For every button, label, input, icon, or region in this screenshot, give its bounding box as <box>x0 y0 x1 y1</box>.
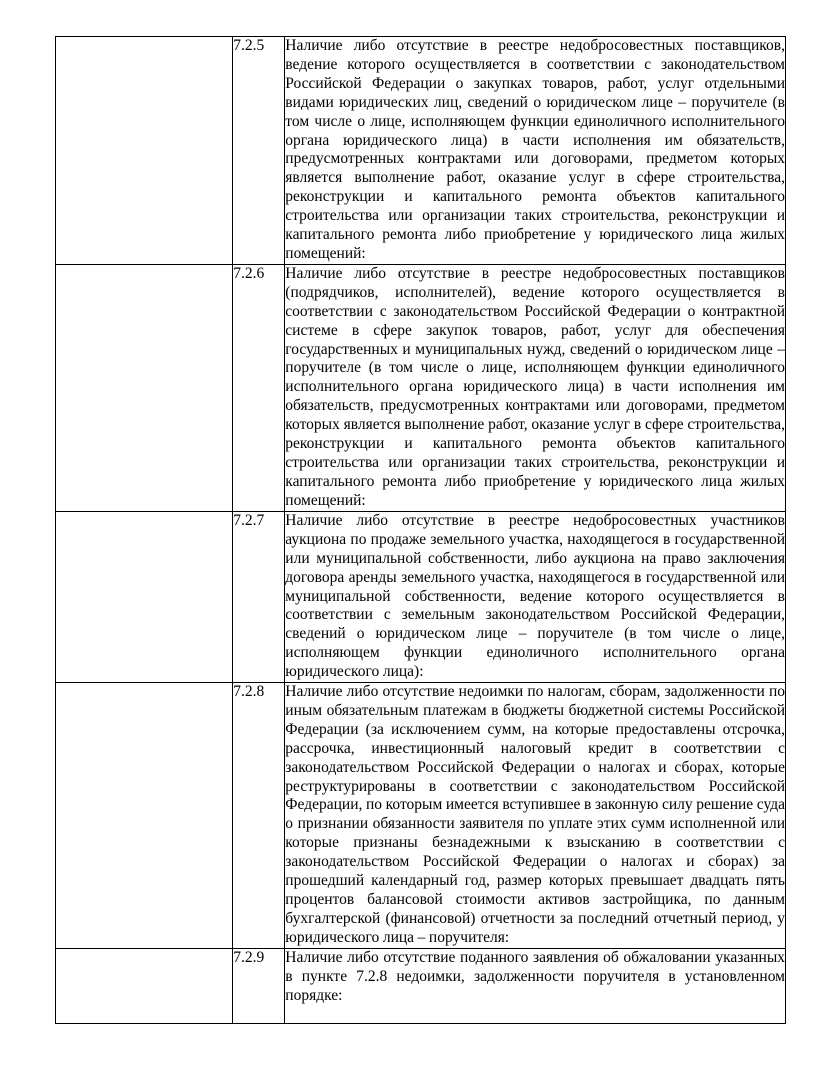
clause-number-cell <box>233 511 285 682</box>
clause-text: Наличие либо отсутствие в реестре недобросовестных участников аукциона по продаже земельного участка, находящегося в государственной или муниципальной собственности, либо аукциона на право заключения договора аренды земельного участка, находящегося в государственной или муниципальной собственности, ведение которого осуществляется в соответствии с земельным законодательством Российской Федерации, сведений о юридическом лице – поручителе (в том числе о лице, исполняющем функции единоличного исполнительного органа юридического лица): <box>285 511 785 681</box>
table-row <box>56 683 786 949</box>
clause-text-cell <box>285 683 786 949</box>
empty-cell <box>56 264 233 511</box>
table-row <box>56 37 786 265</box>
empty-cell <box>56 511 233 682</box>
clause-text: Наличие либо отсутствие поданного заявления об обжаловании указанных в пункте 7.2.8 недоимки, задолженности поручителя в установленном порядке: <box>285 948 785 1004</box>
empty-cell <box>56 37 233 265</box>
clause-text: Наличие либо отсутствие недоимки по налогам, сборам, задолженности по иным обязательным платежам в бюджеты бюджетной системы Российской Федерации (за исключением сумм, на которые предоставлены отсрочка, рассрочка, инвестиционный налоговый кредит в соответствии с законодательством Российской Федерации о налогах и сборах, которые реструктурированы в соответствии с законодательством Российской Федерации, по которым имеется вступившее в законную силу решение суда о признании обязанности заявителя по уплате этих сумм исполненной или которые признаны безнадежными к взысканию в соответствии с законодательством Российской Федерации о налогах и сборах) за прошедший календарный год, размер которых превышает двадцать пять процентов балансовой стоимости активов застройщика, по данным бухгалтерской (финансовой) отчетности за последний отчетный период, у юридического лица – поручителя: <box>285 683 785 946</box>
clause-number-cell <box>233 683 285 949</box>
clause-number: 7.2.6 <box>233 264 265 282</box>
clause-number: 7.2.7 <box>233 511 265 529</box>
requirements-table <box>55 36 786 1024</box>
clause-text-cell <box>285 948 786 1023</box>
empty-cell <box>56 948 233 1023</box>
clause-text: Наличие либо отсутствие в реестре недобросовестных поставщиков (подрядчиков, исполнителей), ведение которого осуществляется в соответствии с законодательством Российской Федерации о контрактной системе в сфере закупок товаров, работ, услуг для обеспечения государственных и муниципальных нужд, сведений о юридическом лице – поручителе (в том числе о лице, исполняющем функции единоличного исполнительного органа юридического лица) в части исполнения им обязательств, предусмотренных контрактами или договорами, предметом которых является выполнение работ, оказание услуг в сфере строительства, реконструкции и капитального ремонта объектов капитального строительства или организации таких строительства, реконструкции и капитального ремонта либо приобретение у юридического лица жилых помещений: <box>285 264 785 509</box>
clause-text-cell <box>285 264 786 511</box>
clause-number-cell <box>233 948 285 1023</box>
table-row <box>56 948 786 1023</box>
clause-number: 7.2.9 <box>233 948 265 966</box>
empty-cell <box>56 683 233 949</box>
clause-text-cell <box>285 37 786 265</box>
clause-number: 7.2.5 <box>233 37 265 54</box>
clause-text: Наличие либо отсутствие в реестре недобросовестных поставщиков, ведение которого осуществляется в соответствии с законодательством Российской Федерации о закупках товаров, работ, услуг отдельными видами юридических лиц, сведений о юридическом лице – поручителе (в том числе о лице, исполняющем функции единоличного исполнительного органа юридического лица) в части исполнения им обязательств, предусмотренных контрактами или договорами, предметом которых является выполнение работ, оказание услуг в сфере строительства, реконструкции и капитального ремонта объектов капитального строительства или организации таких строительства, реконструкции и капитального ремонта либо приобретение у юридического лица жилых помещений: <box>285 37 785 262</box>
table-row <box>56 264 786 511</box>
table-row <box>56 511 786 682</box>
clause-text-cell <box>285 511 786 682</box>
clause-number: 7.2.8 <box>233 683 265 701</box>
clause-number-cell <box>233 264 285 511</box>
clause-number-cell <box>233 37 285 265</box>
document-page <box>55 36 786 1024</box>
